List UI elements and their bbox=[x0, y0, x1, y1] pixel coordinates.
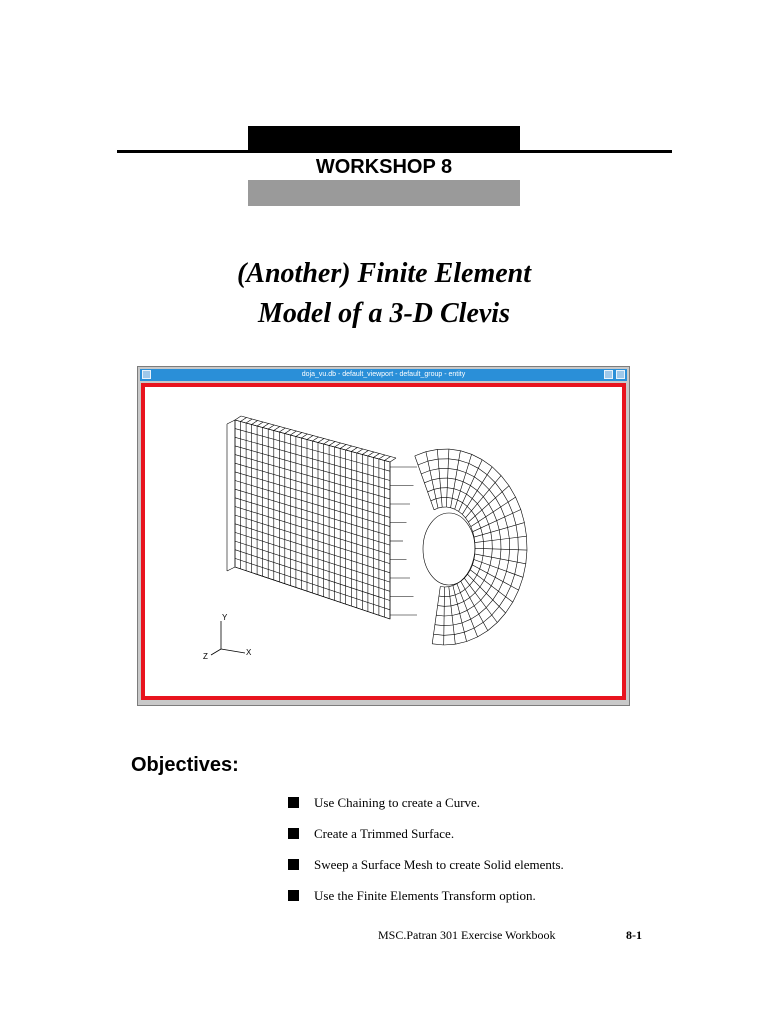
bullet-square-icon bbox=[288, 859, 299, 870]
list-item: Use Chaining to create a Curve. bbox=[288, 794, 708, 825]
bullet-square-icon bbox=[288, 797, 299, 808]
bullet-square-icon bbox=[288, 828, 299, 839]
bullet-square-icon bbox=[288, 890, 299, 901]
window-title: doja_vu.db - default_viewport - default_group - entity bbox=[301, 371, 466, 378]
header-black-bar bbox=[248, 126, 520, 152]
graphics-viewport[interactable] bbox=[141, 383, 626, 700]
title-line-1: (Another) Finite Element bbox=[236, 258, 532, 289]
title-line-2: Model of a 3-D Clevis bbox=[258, 298, 510, 329]
workshop-label: WORKSHOP 8 bbox=[315, 156, 453, 178]
header-rule bbox=[117, 150, 672, 153]
coordinate-triad-icon bbox=[195, 611, 265, 671]
window-menu-icon[interactable] bbox=[142, 370, 151, 379]
maximize-icon[interactable] bbox=[616, 370, 625, 379]
axis-z-label: Z bbox=[203, 652, 208, 661]
header-gray-bar bbox=[248, 180, 520, 206]
list-item: Create a Trimmed Surface. bbox=[288, 825, 708, 856]
list-item: Use the Finite Elements Transform option. bbox=[288, 887, 708, 918]
page-number: 8-1 bbox=[626, 928, 642, 942]
objectives-heading: Objectives: bbox=[131, 754, 239, 776]
window-titlebar bbox=[140, 369, 627, 381]
minimize-icon[interactable] bbox=[604, 370, 613, 379]
page-title bbox=[84, 254, 684, 334]
objectives-list bbox=[288, 794, 708, 918]
axis-y-label: Y bbox=[222, 613, 228, 622]
viewport-window bbox=[137, 366, 630, 706]
footer-text: MSC.Patran 301 Exercise Workbook bbox=[378, 928, 556, 942]
list-item: Sweep a Surface Mesh to create Solid elements. bbox=[288, 856, 708, 887]
axis-x-label: X bbox=[246, 648, 252, 657]
